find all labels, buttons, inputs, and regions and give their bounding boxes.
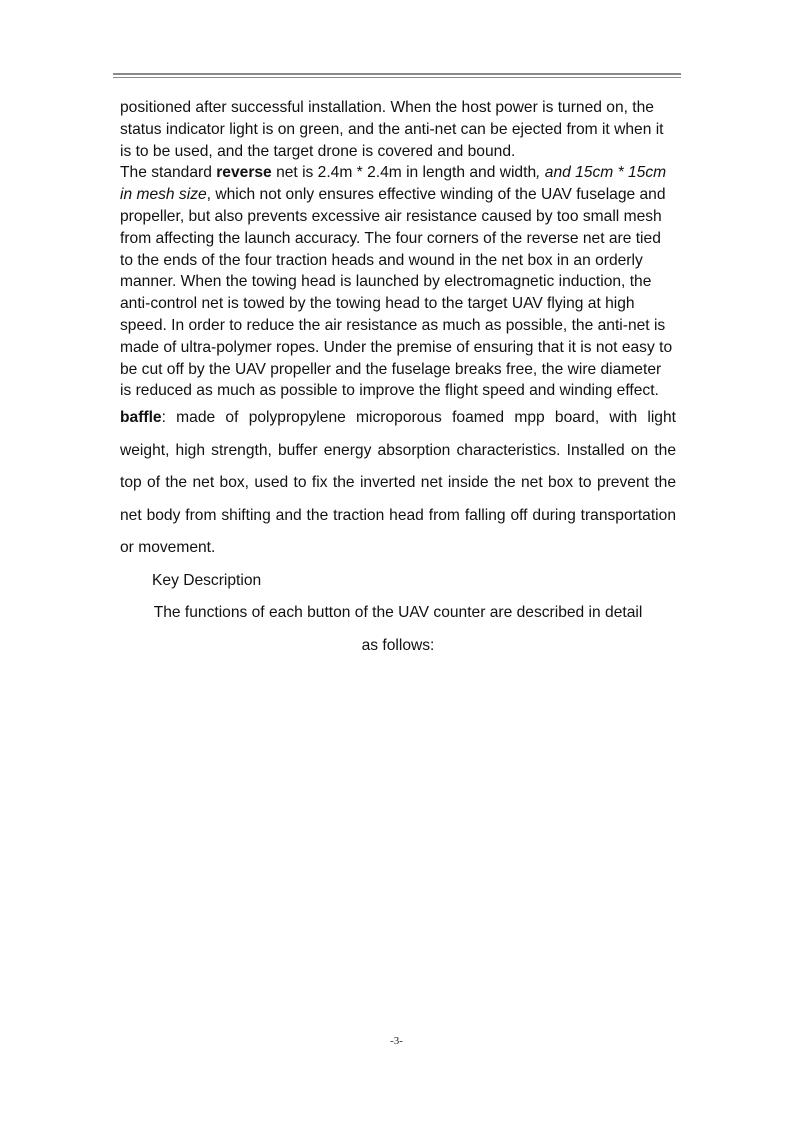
page-body xyxy=(120,97,676,662)
reverse-net-italic: , and 15cm * 15cm in mesh size xyxy=(120,164,667,204)
reverse-net-text-3: , which not only ensures effective winding of the UAV fuselage and propeller, but also prevents excessive air resistance caused by too small mesh from affecting the launch accuracy. The four corners of the reverse net are tied to the ends of the four traction heads and wound in the net box in an orderly manner. When the towing head is launched by electromagnetic induction, the anti-control net is towed by the towing head to the target UAV flying at high speed. In order to reduce the air resistance as much as possible, the anti-net is made of ultra-polymer ropes. Under the premise of ensuring that it is not easy to be cut off by the UAV propeller and the fuselage breaks free, the wire diameter is reduced as much as possible to improve the flight speed and winding effect. xyxy=(120,186,673,400)
reverse-net-text-1: The standard xyxy=(120,164,217,182)
paragraph-installation: positioned after successful installation. When the host power is turned on, the status indicator light is on green, and the anti-net can be ejected from it when it is to be used, and the target drone is covered and bound. xyxy=(120,99,664,160)
paragraph-functions-end: as follows: xyxy=(361,636,435,654)
paragraph-functions: The functions of each button of the UAV counter are described in detail xyxy=(153,604,643,622)
reverse-net-text-2: net is 2.4m * 2.4m in length and width xyxy=(271,164,537,182)
section-heading-key-description: Key Description xyxy=(152,571,262,589)
paragraph-reverse-net xyxy=(120,162,676,402)
baffle-description: : made of polypropylene microporous foamed mpp board, with light weight, high strength, buffer energy absorption characteristics. Installed on the top of the net box, used to fix the inverted net inside the net box to prevent the net body from shifting and the traction head from falling off during transportation or movement. xyxy=(120,409,676,557)
reverse-net-bold: reverse xyxy=(216,164,272,182)
baffle-term: baffle xyxy=(120,409,162,427)
page-number: -3- xyxy=(390,1035,403,1047)
header-rule-top xyxy=(113,73,681,75)
paragraph-baffle xyxy=(120,402,676,565)
header-rule-bottom xyxy=(113,77,681,78)
